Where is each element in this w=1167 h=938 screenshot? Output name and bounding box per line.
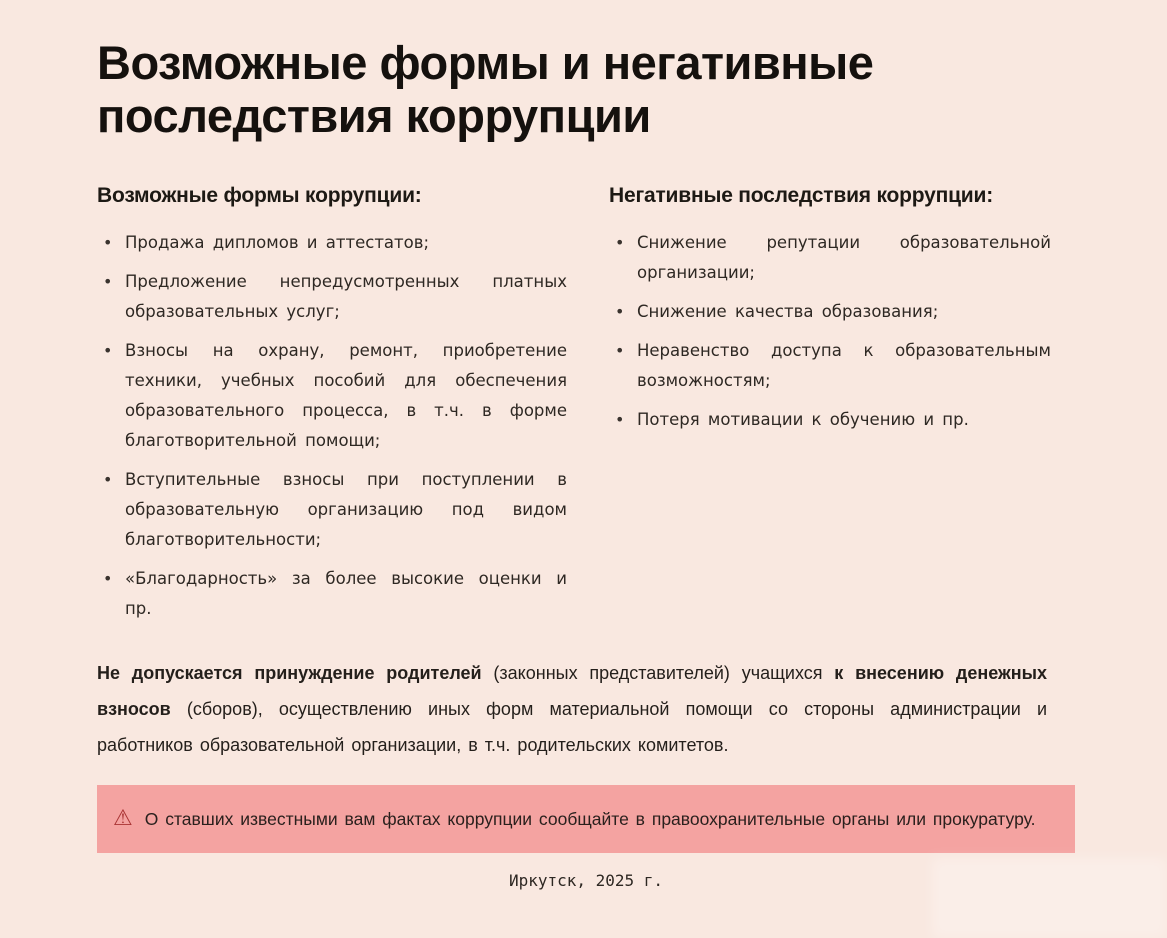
- list-item: [103, 228, 567, 258]
- list-item-text: Неравенство доступа к образовательным возможностям;: [637, 341, 1051, 390]
- warning-text: О ставших известными вам фактах коррупции сообщайте в правоохранительные органы или прокуратуру.: [144, 809, 1036, 829]
- bullet-icon: •: [615, 410, 625, 429]
- footer-caption: Иркутск, 2025 г.: [508, 871, 664, 890]
- list-item-text: «Благодарность» за более высокие оценки и пр.: [125, 569, 567, 618]
- list-item: [615, 297, 1051, 327]
- list-item-text: Продажа дипломов и аттестатов;: [125, 233, 430, 252]
- forms-list: [97, 228, 567, 624]
- bullet-icon: •: [103, 470, 113, 489]
- bullet-icon: •: [615, 302, 625, 321]
- watermark-patch: [932, 858, 1167, 938]
- note-segment-bold: к внесению денежных взносов: [97, 663, 1048, 719]
- list-item-text: Предложение непредусмотренных платных образовательных услуг;: [125, 272, 567, 321]
- bullet-icon: •: [103, 233, 113, 252]
- note-paragraph: [97, 655, 1047, 763]
- list-item: [103, 564, 567, 624]
- list-item: [103, 465, 567, 555]
- list-item-text: Снижение репутации образовательной организации;: [637, 233, 1051, 282]
- note-segment: (сборов), осуществлению иных форм материальной помощи со стороны администрации и работников образовательной организации, в т.ч. родительских комитетов.: [97, 699, 1047, 755]
- list-item-text: Снижение качества образования;: [637, 302, 939, 321]
- list-item: [615, 228, 1051, 288]
- two-column-layout: [97, 184, 1075, 633]
- warning-triangle-icon: ⚠: [113, 806, 133, 831]
- list-item-text: Потеря мотивации к обучению и пр.: [637, 410, 969, 429]
- consequences-heading: Негативные последствия коррупции:: [609, 184, 994, 207]
- list-item-text: Взносы на охрану, ремонт, приобретение техники, учебных пособий для обеспечения образовательного процесса, в т.ч. в форме благотворительной помощи;: [125, 341, 567, 450]
- list-item: [103, 267, 567, 327]
- note-segment: (законных представителей) учащихся: [481, 663, 835, 683]
- warning-banner: [97, 785, 1075, 853]
- bullet-icon: •: [103, 341, 113, 360]
- list-item: [103, 336, 567, 456]
- forms-heading: Возможные формы коррупции:: [97, 184, 422, 207]
- list-item: [615, 405, 1051, 435]
- bullet-icon: •: [615, 341, 625, 360]
- consequences-list: [609, 228, 1051, 435]
- consequences-column: [609, 184, 1051, 633]
- forms-column: [97, 184, 567, 633]
- list-item-text: Вступительные взносы при поступлении в образовательную организацию под видом благотворительности;: [125, 470, 567, 549]
- bullet-icon: •: [103, 272, 113, 291]
- bullet-icon: •: [103, 569, 113, 588]
- list-item: [615, 336, 1051, 396]
- bullet-icon: •: [615, 233, 625, 252]
- page-title: Возможные формы и негативные последствия коррупции: [97, 36, 874, 142]
- note-segment-bold: Не допускается принуждение родителей: [97, 663, 482, 683]
